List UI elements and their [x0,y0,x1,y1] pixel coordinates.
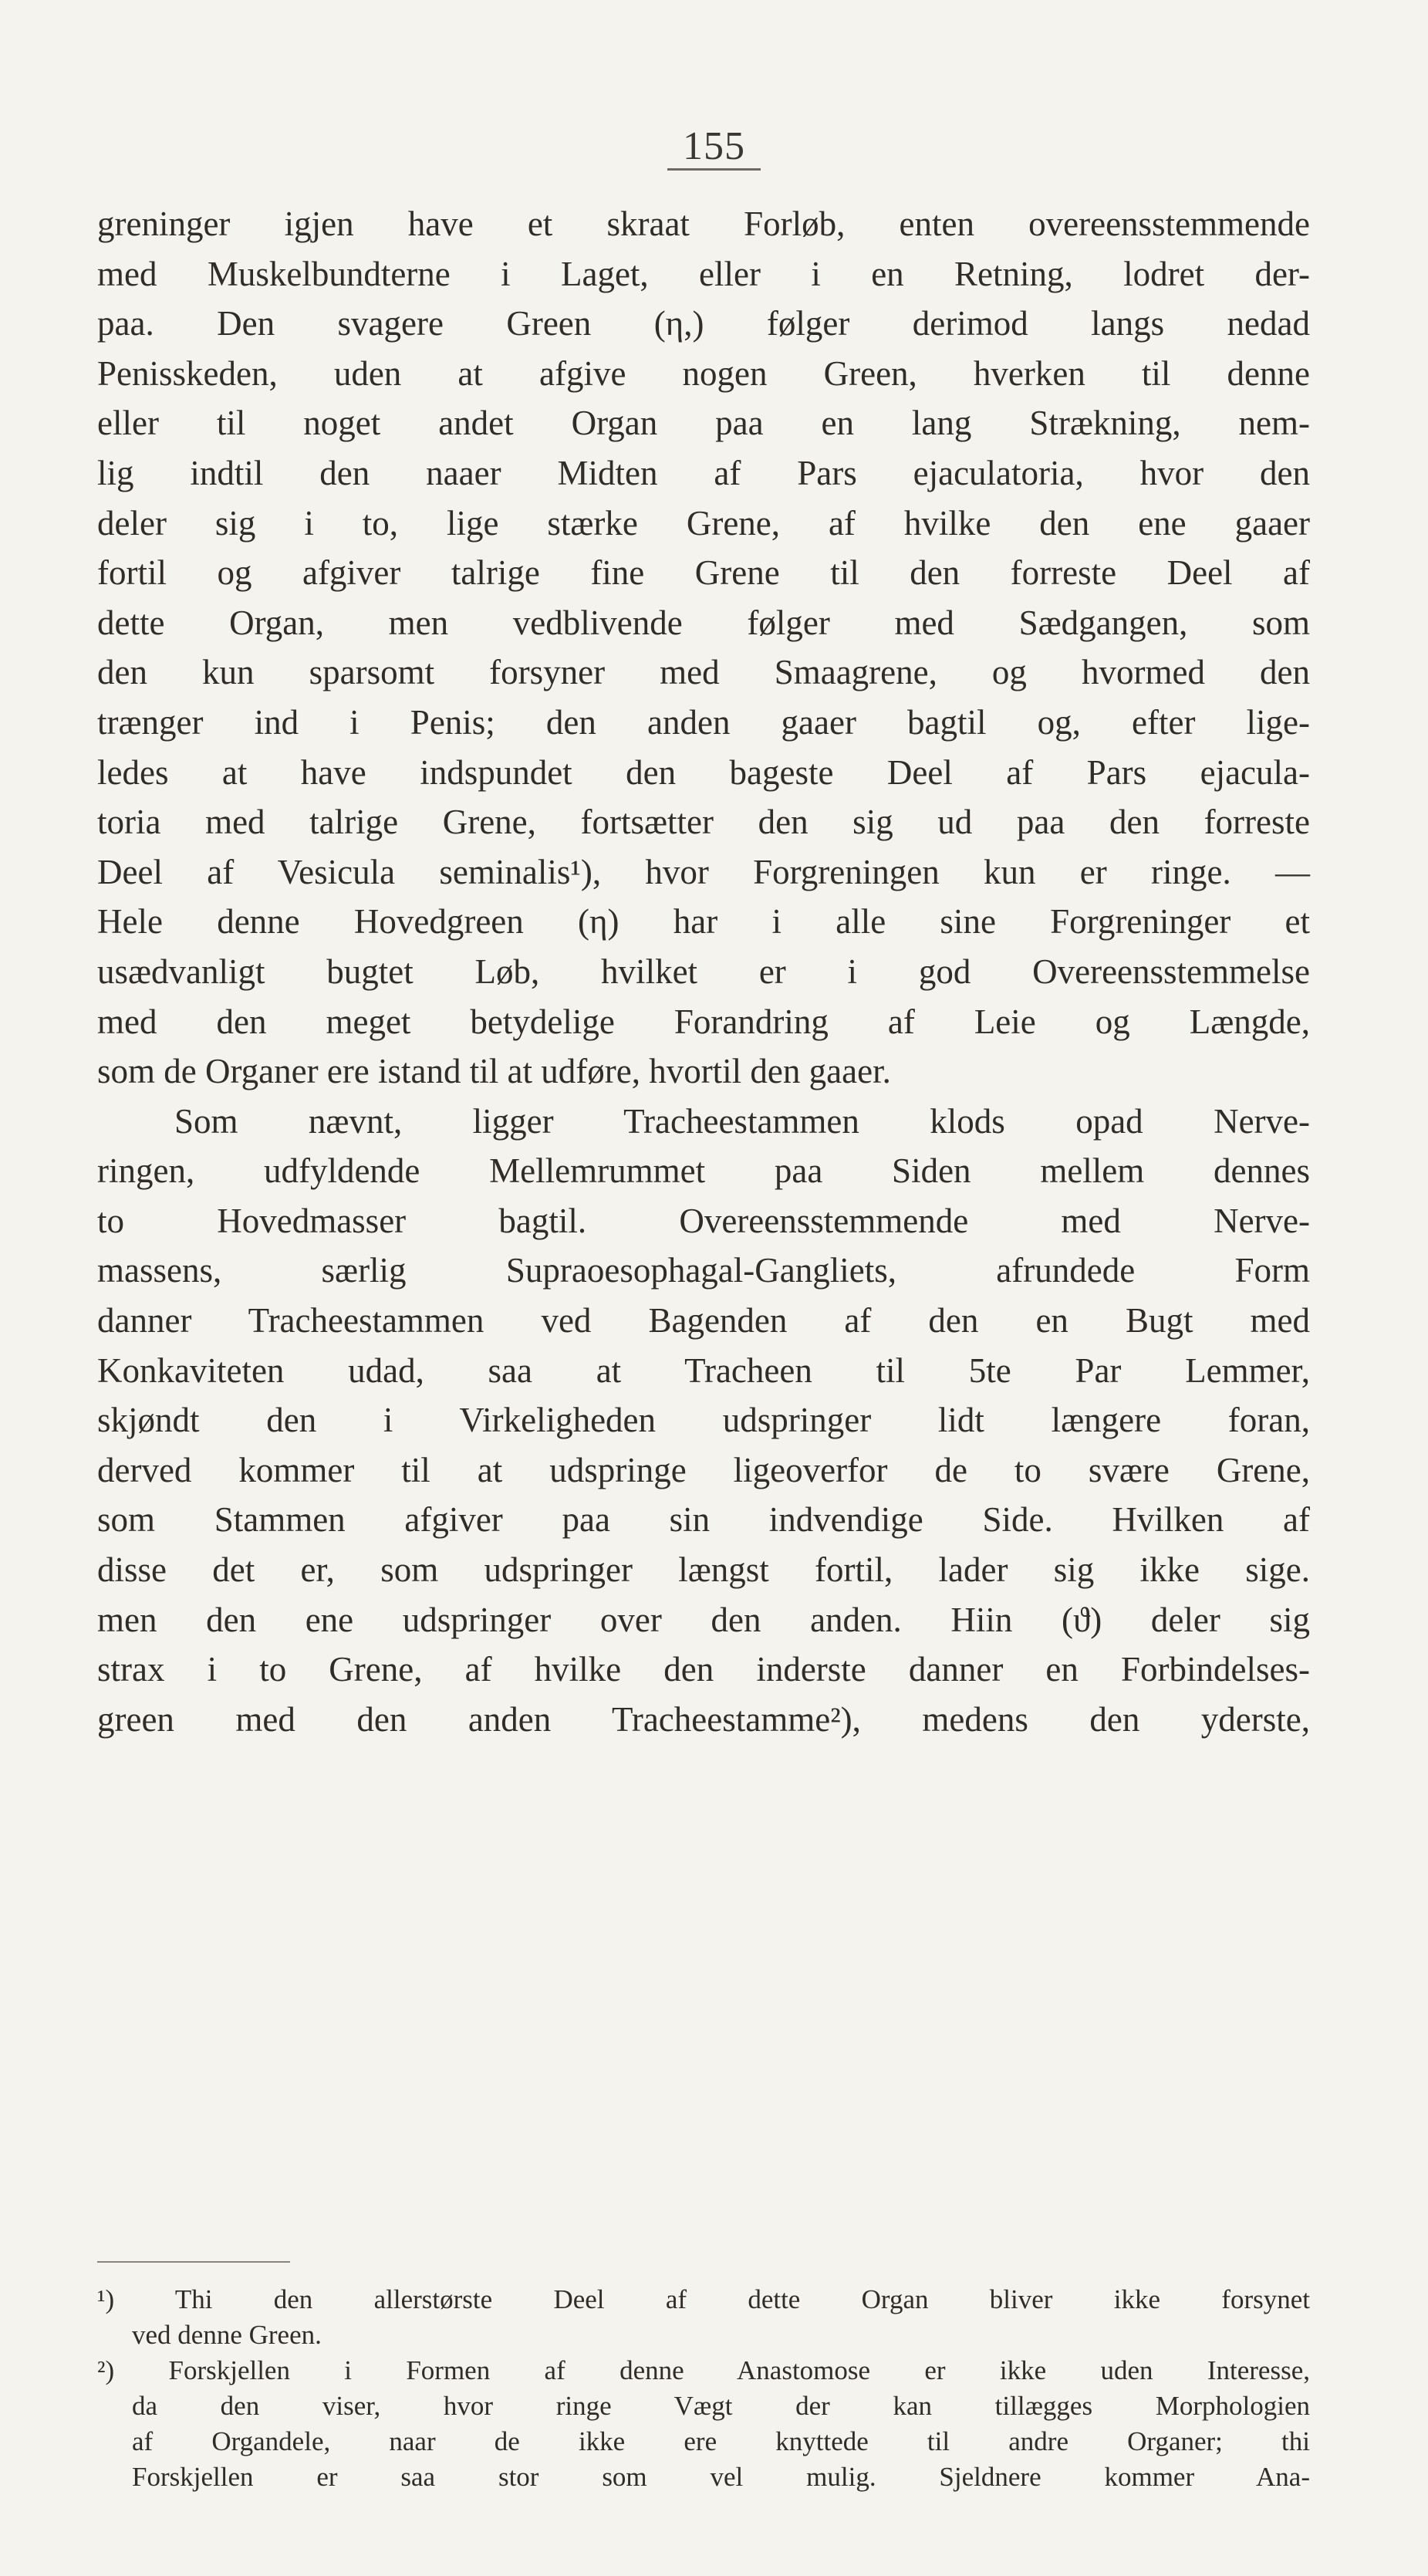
text-line: ringen, udfyldende Mellemrummet paa Siden mellem dennes [97,1151,1310,1191]
text-line: to Hovedmasser bagtil. Overeensstemmende med Nerve- [97,1201,1310,1240]
text-line: som Stammen afgiver paa sin indvendige Side. Hvilken af [97,1500,1310,1540]
footnote-line: Forskjellen er saa stor som vel mulig. Sjeldnere kommer Ana- [132,2462,1310,2492]
text-line: deler sig i to, lige stærke Grene, af hvilke den ene gaaer [97,503,1310,543]
text-line: massens, særlig Supraoesophagal-Gangliets, afrundede Form [97,1251,1310,1290]
text-line: ledes at have indspundet den bageste Deel af Pars ejacula- [97,752,1310,792]
footnote-line: af Organdele, naar de ikke ere knyttede til andre Organer; thi [132,2426,1310,2456]
footnote-line: da den viser, hvor ringe Vægt der kan tillægges Morphologien [132,2391,1310,2421]
text-line: Deel af Vesicula seminalis¹), hvor Forgreningen kun er ringe. — [97,852,1310,891]
text-line: den kun sparsomt forsyner med Smaagrene, og hvormed den [97,653,1310,692]
text-line: strax i to Grene, af hvilke den inderste danner en Forbindelses- [97,1650,1310,1689]
text-line: som de Organer ere istand til at udføre, hvortil den gaaer. [97,1052,891,1091]
page-number: 155 [0,123,1428,169]
text-line: usædvanligt bugtet Løb, hvilket er i god Overeensstemmelse [97,952,1310,991]
footnote-line: ²) Forskjellen i Formen af denne Anastomose er ikke uden Interesse, [97,2355,1310,2385]
text-line: derved kommer til at udspringe ligeoverfor de to svære Grene, [97,1450,1310,1489]
text-line: danner Tracheestammen ved Bagenden af den en Bugt med [97,1301,1310,1340]
text-line: skjøndt den i Virkeligheden udspringer lidt længere foran, [97,1401,1310,1440]
text-line: Konkaviteten udad, saa at Tracheen til 5te Par Lemmer, [97,1351,1310,1390]
text-line: greninger igjen have et skraat Forløb, enten overeensstemmende [97,205,1310,243]
text-line: Hele denne Hovedgreen (η) har i alle sine Forgreninger et [97,902,1310,941]
text-line: disse det er, som udspringer længst fortil, lader sig ikke sige. [97,1550,1310,1590]
text-line: dette Organ, men vedblivende følger med Sædgangen, som [97,603,1310,642]
text-line: eller til noget andet Organ paa en lang Strækning, nem- [97,404,1310,443]
text-line: men den ene udspringer over den anden. Hiin (ϑ) deler sig [97,1600,1310,1639]
text-line: lig indtil den naaer Midten af Pars ejaculatoria, hvor den [97,453,1310,492]
footnote-line: ved denne Green. [132,2320,322,2350]
footnote-line: ¹) Thi den allerstørste Deel af dette Organ bliver ikke forsynet [97,2284,1310,2314]
text-line: med Muskelbundterne i Laget, eller i en Retning, lodret der- [97,254,1310,293]
text-line: Som nævnt, ligger Tracheestammen klods opad Nerve- [174,1101,1310,1141]
text-line: med den meget betydelige Forandring af Leie og Længde, [97,1002,1310,1041]
footnotes [97,2282,1310,2495]
text-line: trænger ind i Penis; den anden gaaer bagtil og, efter lige- [97,702,1310,742]
text-line: Penisskeden, uden at afgive nogen Green, hverken til denne [97,353,1310,393]
body-text [97,199,1310,1744]
text-line: toria med talrige Grene, fortsætter den sig ud paa den forreste [97,803,1310,842]
text-line: green med den anden Tracheestamme²), medens den yderste, [97,1699,1310,1739]
text-line: fortil og afgiver talrige fine Grene til den forreste Deel af [97,553,1310,593]
text-line: paa. Den svagere Green (η,) følger derimod langs nedad [97,304,1310,343]
footnote-rule [97,2261,290,2263]
